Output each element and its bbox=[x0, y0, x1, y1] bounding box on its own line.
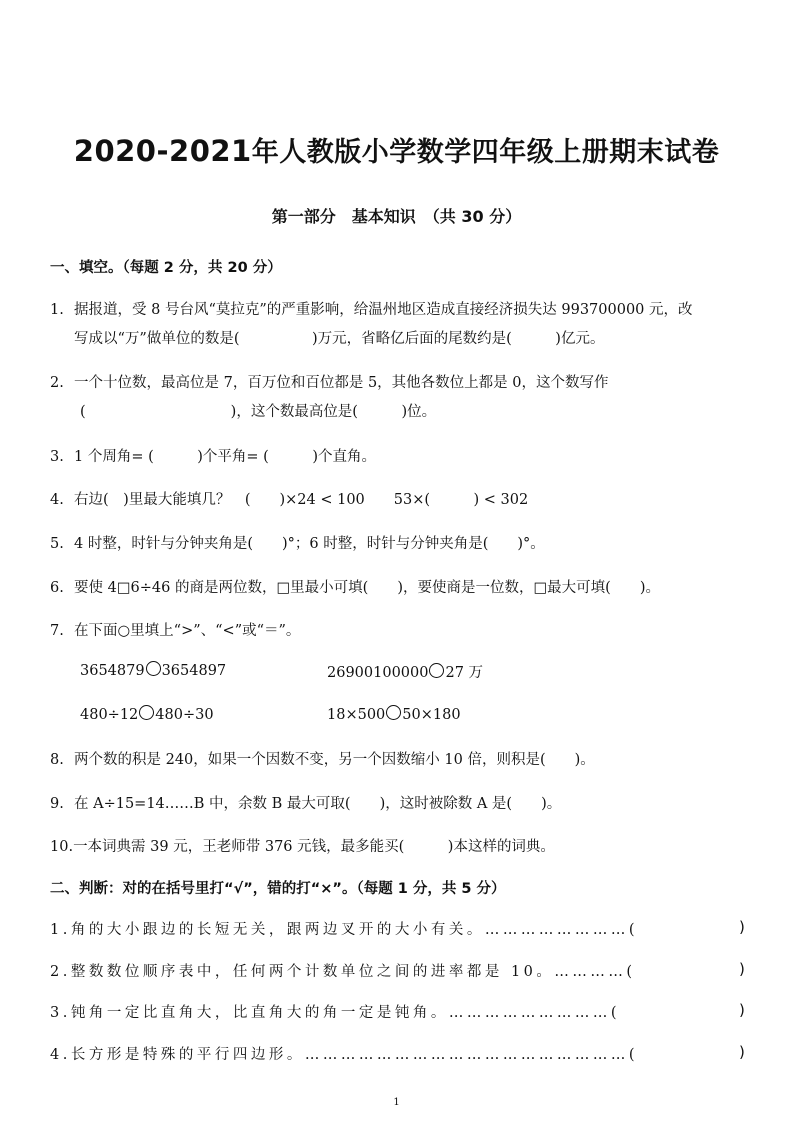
question-text: 在下面○里填上“>”、“<”或“＝”。 bbox=[74, 623, 301, 639]
judgement-number: 2. bbox=[50, 964, 71, 980]
answer-bracket-close: ) bbox=[739, 918, 745, 936]
comparison-left: 18×500 bbox=[327, 707, 386, 723]
comparison-left: 26900100000 bbox=[327, 665, 429, 681]
answer-circle[interactable] bbox=[146, 661, 161, 676]
question-number: 9. bbox=[50, 796, 64, 812]
question-6 bbox=[50, 576, 660, 597]
question-text: 两个数的积是 240，如果一个因数不变，另一个因数缩小 10 倍，则积是( )。 bbox=[74, 752, 595, 768]
question-number: 8. bbox=[50, 752, 64, 768]
question-7 bbox=[50, 619, 300, 640]
question-2-line1 bbox=[50, 371, 609, 392]
question-2-line2: ( )，这个数最高位是( )位。 bbox=[80, 404, 437, 420]
question-text: 1 个周角= ( )个平角= ( )个直角。 bbox=[74, 449, 376, 465]
section2-heading: 二、判断：对的在括号里打“√”，错的打“×”。（每题 1 分，共 5 分） bbox=[50, 881, 506, 897]
question-5 bbox=[50, 532, 545, 553]
question-text: 一本词典需 39 元，王老师带 376 元钱，最多能买( )本这样的词典。 bbox=[73, 839, 555, 855]
question-number: 2. bbox=[50, 375, 64, 391]
question-text: 要使 4□6÷46 的商是两位数，□里最小可填( )，要使商是一位数，□最大可填( )。 bbox=[74, 580, 660, 596]
judgement-text: 长方形是特殊的平行四边形。………………………………………………( bbox=[70, 1047, 638, 1063]
question-1-line2: 写成以“万”做单位的数是( )万元，省略亿后面的尾数约是( )亿元。 bbox=[74, 331, 605, 347]
question-text: 4 时整，时针与分钟夹角是( )°；6 时整，时针与分钟夹角是( )°。 bbox=[74, 536, 545, 552]
comparison-right: 480÷30 bbox=[155, 707, 214, 723]
answer-bracket-close: ) bbox=[739, 960, 745, 978]
comparison-right: 50×180 bbox=[402, 707, 461, 723]
question-number: 6. bbox=[50, 580, 64, 596]
comparison-right: 27 万 bbox=[445, 665, 484, 681]
title-year: 2020-2021 bbox=[73, 134, 252, 168]
comparison-item bbox=[80, 705, 214, 723]
question-9 bbox=[50, 792, 561, 813]
judgement-number: 1. bbox=[50, 922, 71, 938]
judgement-number: 4. bbox=[50, 1047, 71, 1063]
question-8 bbox=[50, 748, 595, 769]
judgement-number: 3. bbox=[50, 1005, 71, 1021]
comparison-left: 480÷12 bbox=[80, 707, 139, 723]
question-text: 右边( )里最大能填几？ ( )×24 < 100 53×( ) < 302 bbox=[74, 492, 529, 508]
answer-bracket-close: ) bbox=[739, 1043, 745, 1061]
answer-circle[interactable] bbox=[386, 705, 401, 720]
answer-circle[interactable] bbox=[429, 663, 444, 678]
comparison-item bbox=[327, 661, 483, 682]
question-number: 7. bbox=[50, 623, 64, 639]
judgement-text: 角的大小跟边的长短无关，跟两边叉开的大小有关。……………………( bbox=[70, 922, 638, 938]
part-subtitle: 第一部分 基本知识 （共 30 分） bbox=[271, 207, 522, 226]
question-number: 1. bbox=[50, 302, 64, 318]
question-4 bbox=[50, 488, 528, 509]
page-title bbox=[0, 130, 793, 169]
title-text: 年人教版小学数学四年级上册期末试卷 bbox=[251, 137, 720, 168]
judgement-text: 钝角一定比直角大，比直角大的角一定是钝角。………………………( bbox=[70, 1005, 620, 1021]
answer-circle[interactable] bbox=[139, 705, 154, 720]
question-3 bbox=[50, 445, 376, 466]
question-1-line1 bbox=[50, 298, 693, 319]
judgement-item-4 bbox=[50, 1043, 638, 1064]
question-number: 5. bbox=[50, 536, 64, 552]
page-number: 1 bbox=[393, 1097, 400, 1108]
judgement-text: 整数数位顺序表中，任何两个计数单位之间的进率都是 10。…………( bbox=[70, 964, 636, 980]
judgement-item-2 bbox=[50, 960, 636, 981]
question-number: 4. bbox=[50, 492, 64, 508]
question-text: 一个十位数，最高位是 7，百万位和百位都是 5，其他各数位上都是 0，这个数写作 bbox=[74, 375, 609, 391]
comparison-left: 3654879 bbox=[80, 663, 145, 679]
comparison-item bbox=[80, 661, 226, 679]
comparison-item bbox=[327, 705, 461, 723]
question-number: 3. bbox=[50, 449, 64, 465]
question-text: 据报道，受 8 号台风“莫拉克”的严重影响，给温州地区造成直接经济损失达 993700000 元，改 bbox=[74, 302, 693, 318]
judgement-item-1 bbox=[50, 918, 638, 939]
answer-bracket-close: ) bbox=[739, 1001, 745, 1019]
question-number: 10. bbox=[50, 839, 74, 855]
section1-heading: 一、填空。（每题 2 分，共 20 分） bbox=[50, 260, 282, 276]
question-text: 在 A÷15=14……B 中，余数 B 最大可取( )，这时被除数 A 是( )。 bbox=[74, 796, 562, 812]
question-10 bbox=[50, 835, 555, 856]
judgement-item-3 bbox=[50, 1001, 620, 1022]
comparison-right: 3654897 bbox=[161, 663, 227, 679]
